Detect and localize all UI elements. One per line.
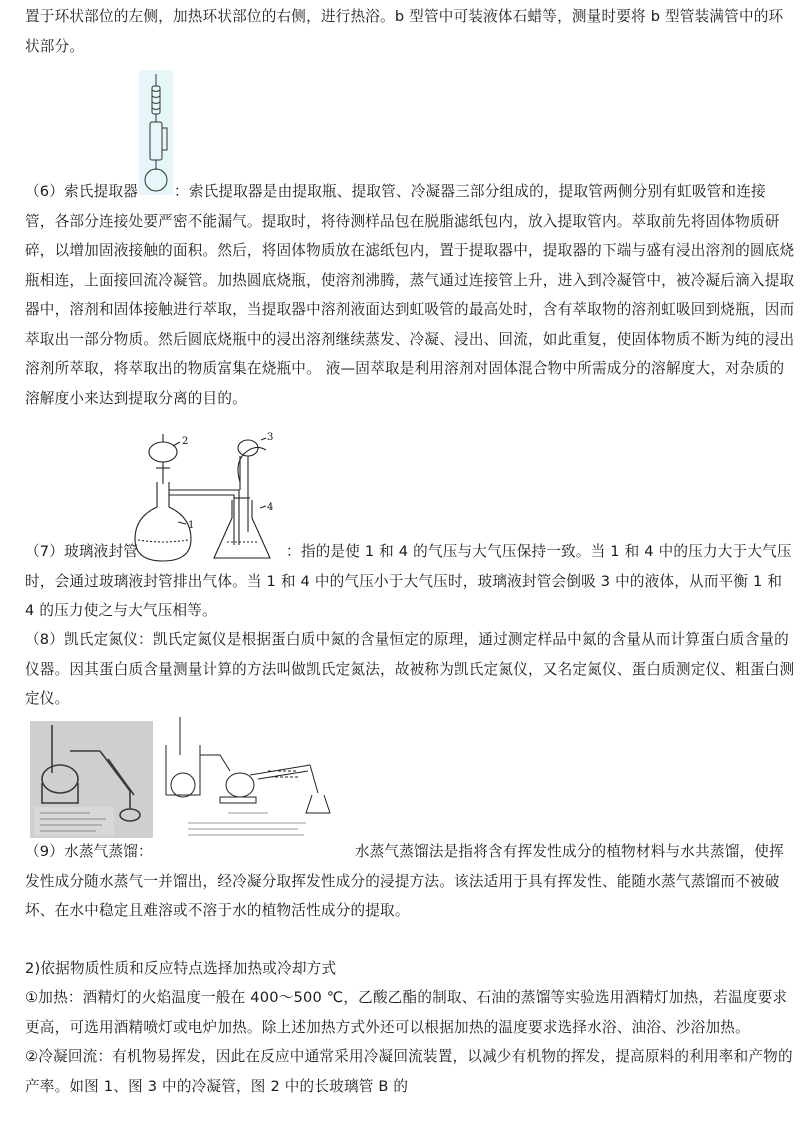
item6-text: ：索氏提取器是由提取瓶、提取管、冷凝器三部分组成的，提取管两侧分别有虹吸管和连接管，各部分连接处要严密不能漏气。提取时，将待测样品包在脱脂滤纸包内，放入提取管内。萃取前先将固体物质研碎，以增加固液接触的面积。然后，将固体物质放在滤纸包内，置于提取器中，提取器的下端与盛有浸出溶剂的圆底烧瓶相连，上面接回流冷凝管。加热圆底烧瓶，使溶剂沸腾，蒸气通过连接管上升，进入到冷凝管中，被冷凝后滴入提取器中，溶剂和固体接触进行萃取，当提取器中溶剂液面达到虹吸管的最高处时，含有萃取物的溶剂虹吸回到烧瓶，因而萃取出一部分物质。然后圆底烧瓶中的浸出溶剂继续蒸发、冷凝、浸出、回流，如此重复，使固体物质不断为纯的浸出溶剂所萃取，将萃取出的物质富集在烧瓶中。 液—固萃取是利用溶剂对固体混合物中所需成分的溶解度大，对杂质的溶解度小来达到提取分离的目的。 xyxy=(25,183,795,407)
item6-paragraph xyxy=(25,177,795,413)
item9-paragraph xyxy=(25,837,795,926)
section2-heading: 2)依据物质性质和反应特点选择加热或冷却方式 xyxy=(25,960,337,977)
item7-text: ：指的是使 1 和 4 的气压与大气压保持一致。当 1 和 4 中的压力大于大气压时，会通过玻璃液封管排出气体。当 1 和 4 中的气压小于大气压时，玻璃液封管会倒吸 3 中的液体，从而平衡 1 和 4 的压力使之与大气压相等。 xyxy=(25,543,792,619)
kjeldahl-apparatus-photo xyxy=(30,721,153,838)
reflux-paragraph: ②冷凝回流：有机物易挥发，因此在反应中通常采用冷凝回流装置，以减少有机物的挥发，提高原料的利用率和产物的产率。如图 1、图 3 中的冷凝管，图 2 中的长玻璃管 B 的 xyxy=(25,1048,793,1095)
item9-label: （9）水蒸气蒸馏： xyxy=(25,843,153,860)
intro-paragraph: 置于环状部位的左侧，加热环状部位的右侧，进行热浴。b 型管中可装液体石蜡等，测量时要将 b 型管装满管中的环状部分。 xyxy=(25,8,784,55)
fig-label-1: 1 xyxy=(188,520,195,531)
heating-paragraph: ①加热：酒精灯的火焰温度一般在 400～500 ℃，乙酸乙酯的制取、石油的蒸馏等实验选用酒精灯加热，若温度要求更高，可选用酒精喷灯或电炉加热。除上述加热方式外还可以根据加热的温度要求选择水浴、油浴、沙浴加热。 xyxy=(25,989,788,1036)
item6-label: （6）索氏提取器 xyxy=(25,183,139,200)
fig-label-2: 2 xyxy=(182,436,189,447)
steam-distillation-diagram xyxy=(158,715,333,843)
fig-label-3: 3 xyxy=(267,432,273,443)
item7-label: （7）玻璃液封管 xyxy=(25,543,139,560)
item7-paragraph xyxy=(25,537,795,626)
item9-text: 水蒸气蒸馏法是指将含有挥发性成分的植物材料与水共蒸馏，使挥发性成分随水蒸气一并馏出，经冷凝分取挥发性成分的浸提方法。该法适用于具有挥发性、能随水蒸气蒸馏而不被破坏、在水中稳定且难溶或不溶于水的植物活性成分的提取。 xyxy=(25,843,784,919)
item8-paragraph: （8）凯氏定氮仪：凯氏定氮仪是根据蛋白质中氮的含量恒定的原理，通过测定样品中氮的含量从而计算蛋白质含量的仪器。因其蛋白质含量测量计算的方法叫做凯氏定氮法，故被称为凯氏定氮仪，又名定氮仪、蛋白质测定仪、粗蛋白测定仪。 xyxy=(25,631,795,707)
fig-label-4: 4 xyxy=(267,502,273,513)
